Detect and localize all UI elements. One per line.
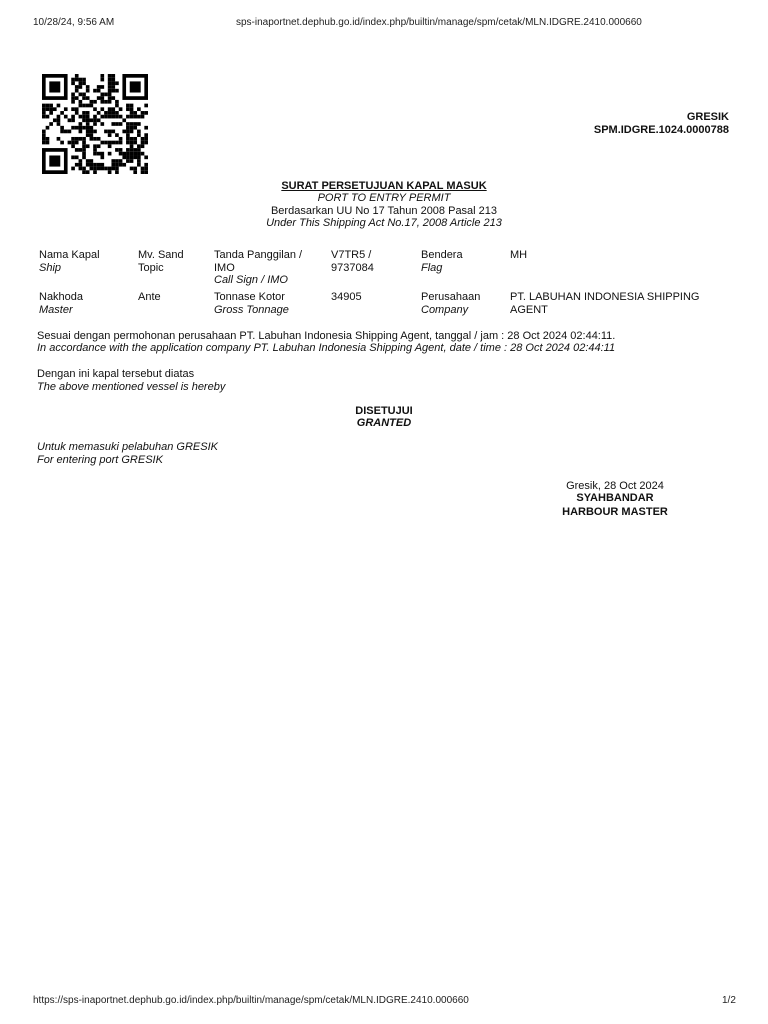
print-url: sps-inaportnet.dephub.go.id/index.php/builtin/manage/spm/cetak/MLN.IDGRE.2410.000660	[236, 17, 642, 28]
tonnage-label-en: Gross Tonnage	[214, 303, 289, 316]
document-number: SPM.IDGRE.1024.0000788	[593, 124, 729, 136]
company-value-line1: PT. LABUHAN INDONESIA SHIPPING	[510, 291, 700, 303]
company-value-line2: AGENT	[510, 303, 548, 316]
callsign-value-line2: 9737084	[331, 261, 374, 274]
print-datetime: 10/28/24, 9:56 AM	[33, 17, 115, 28]
master-label-cell	[39, 291, 83, 316]
master-label: Nakhoda	[39, 291, 84, 303]
document-header-right	[594, 111, 729, 137]
flag-label: Bendera	[421, 249, 463, 261]
signature-title-en: HARBOUR MASTER	[562, 506, 668, 518]
ship-value-cell	[138, 249, 184, 274]
master-value: Ante	[138, 291, 161, 303]
signature-place-date: Gresik, 28 Oct 2024	[566, 480, 664, 492]
document-title-en: PORT TO ENTRY PERMIT	[317, 192, 451, 204]
callsign-label-cell	[214, 249, 302, 287]
flag-value: MH	[510, 249, 528, 261]
company-label-cell	[421, 291, 480, 316]
ship-value-line1: Mv. Sand	[138, 249, 184, 261]
granted-status: DISETUJUI	[355, 405, 413, 417]
vessel-text: Dengan ini kapal tersebut diatas	[37, 368, 195, 380]
signature-title: SYAHBANDAR	[576, 492, 654, 504]
document-title: SURAT PERSETUJUAN KAPAL MASUK	[281, 180, 487, 192]
tonnage-label: Tonnase Kotor	[214, 291, 285, 303]
entering-port-text-en: For entering port GRESIK	[37, 454, 163, 466]
granted-status-en: GRANTED	[356, 417, 412, 429]
ship-label: Nama Kapal	[39, 249, 100, 261]
legal-basis-en: Under This Shipping Act No.17, 2008 Article 213	[266, 217, 502, 229]
legal-basis: Berdasarkan UU No 17 Tahun 2008 Pasal 213	[270, 205, 498, 217]
flag-label-cell	[421, 249, 463, 274]
qr-code	[42, 74, 148, 174]
application-text: Sesuai dengan permohonan perusahaan PT. Labuhan Indonesia Shipping Agent, tanggal / jam : 28 Oct 2024 02:44:11.	[37, 330, 616, 342]
ship-value-line2: Topic	[138, 261, 164, 274]
footer-url: https://sps-inaportnet.dephub.go.id/index.php/builtin/manage/spm/cetak/MLN.IDGRE.2410.000660	[33, 995, 469, 1006]
company-label: Perusahaan	[421, 291, 481, 303]
port-name: GRESIK	[686, 111, 729, 123]
application-text-en: In accordance with the application company PT. Labuhan Indonesia Shipping Agent, date / time : 28 Oct 2024 02:44:11	[37, 342, 616, 354]
ship-label-cell	[39, 249, 100, 274]
page-number: 1/2	[722, 995, 736, 1006]
flag-label-en: Flag	[421, 261, 443, 274]
entering-port-text: Untuk memasuki pelabuhan GRESIK	[37, 441, 218, 453]
tonnage-label-cell	[214, 291, 289, 316]
vessel-text-en: The above mentioned vessel is hereby	[37, 381, 226, 393]
callsign-label-en: Call Sign / IMO	[214, 274, 288, 286]
tonnage-value: 34905	[331, 291, 362, 303]
callsign-value-line1: V7TR5 /	[331, 249, 372, 261]
callsign-label-line1: Tanda Panggilan /	[214, 249, 303, 261]
master-label-en: Master	[39, 303, 73, 316]
ship-label-en: Ship	[39, 261, 62, 274]
company-label-en: Company	[421, 303, 469, 316]
callsign-value-cell	[331, 249, 374, 274]
callsign-label-line2: IMO	[214, 261, 235, 274]
company-value-cell	[510, 291, 700, 316]
